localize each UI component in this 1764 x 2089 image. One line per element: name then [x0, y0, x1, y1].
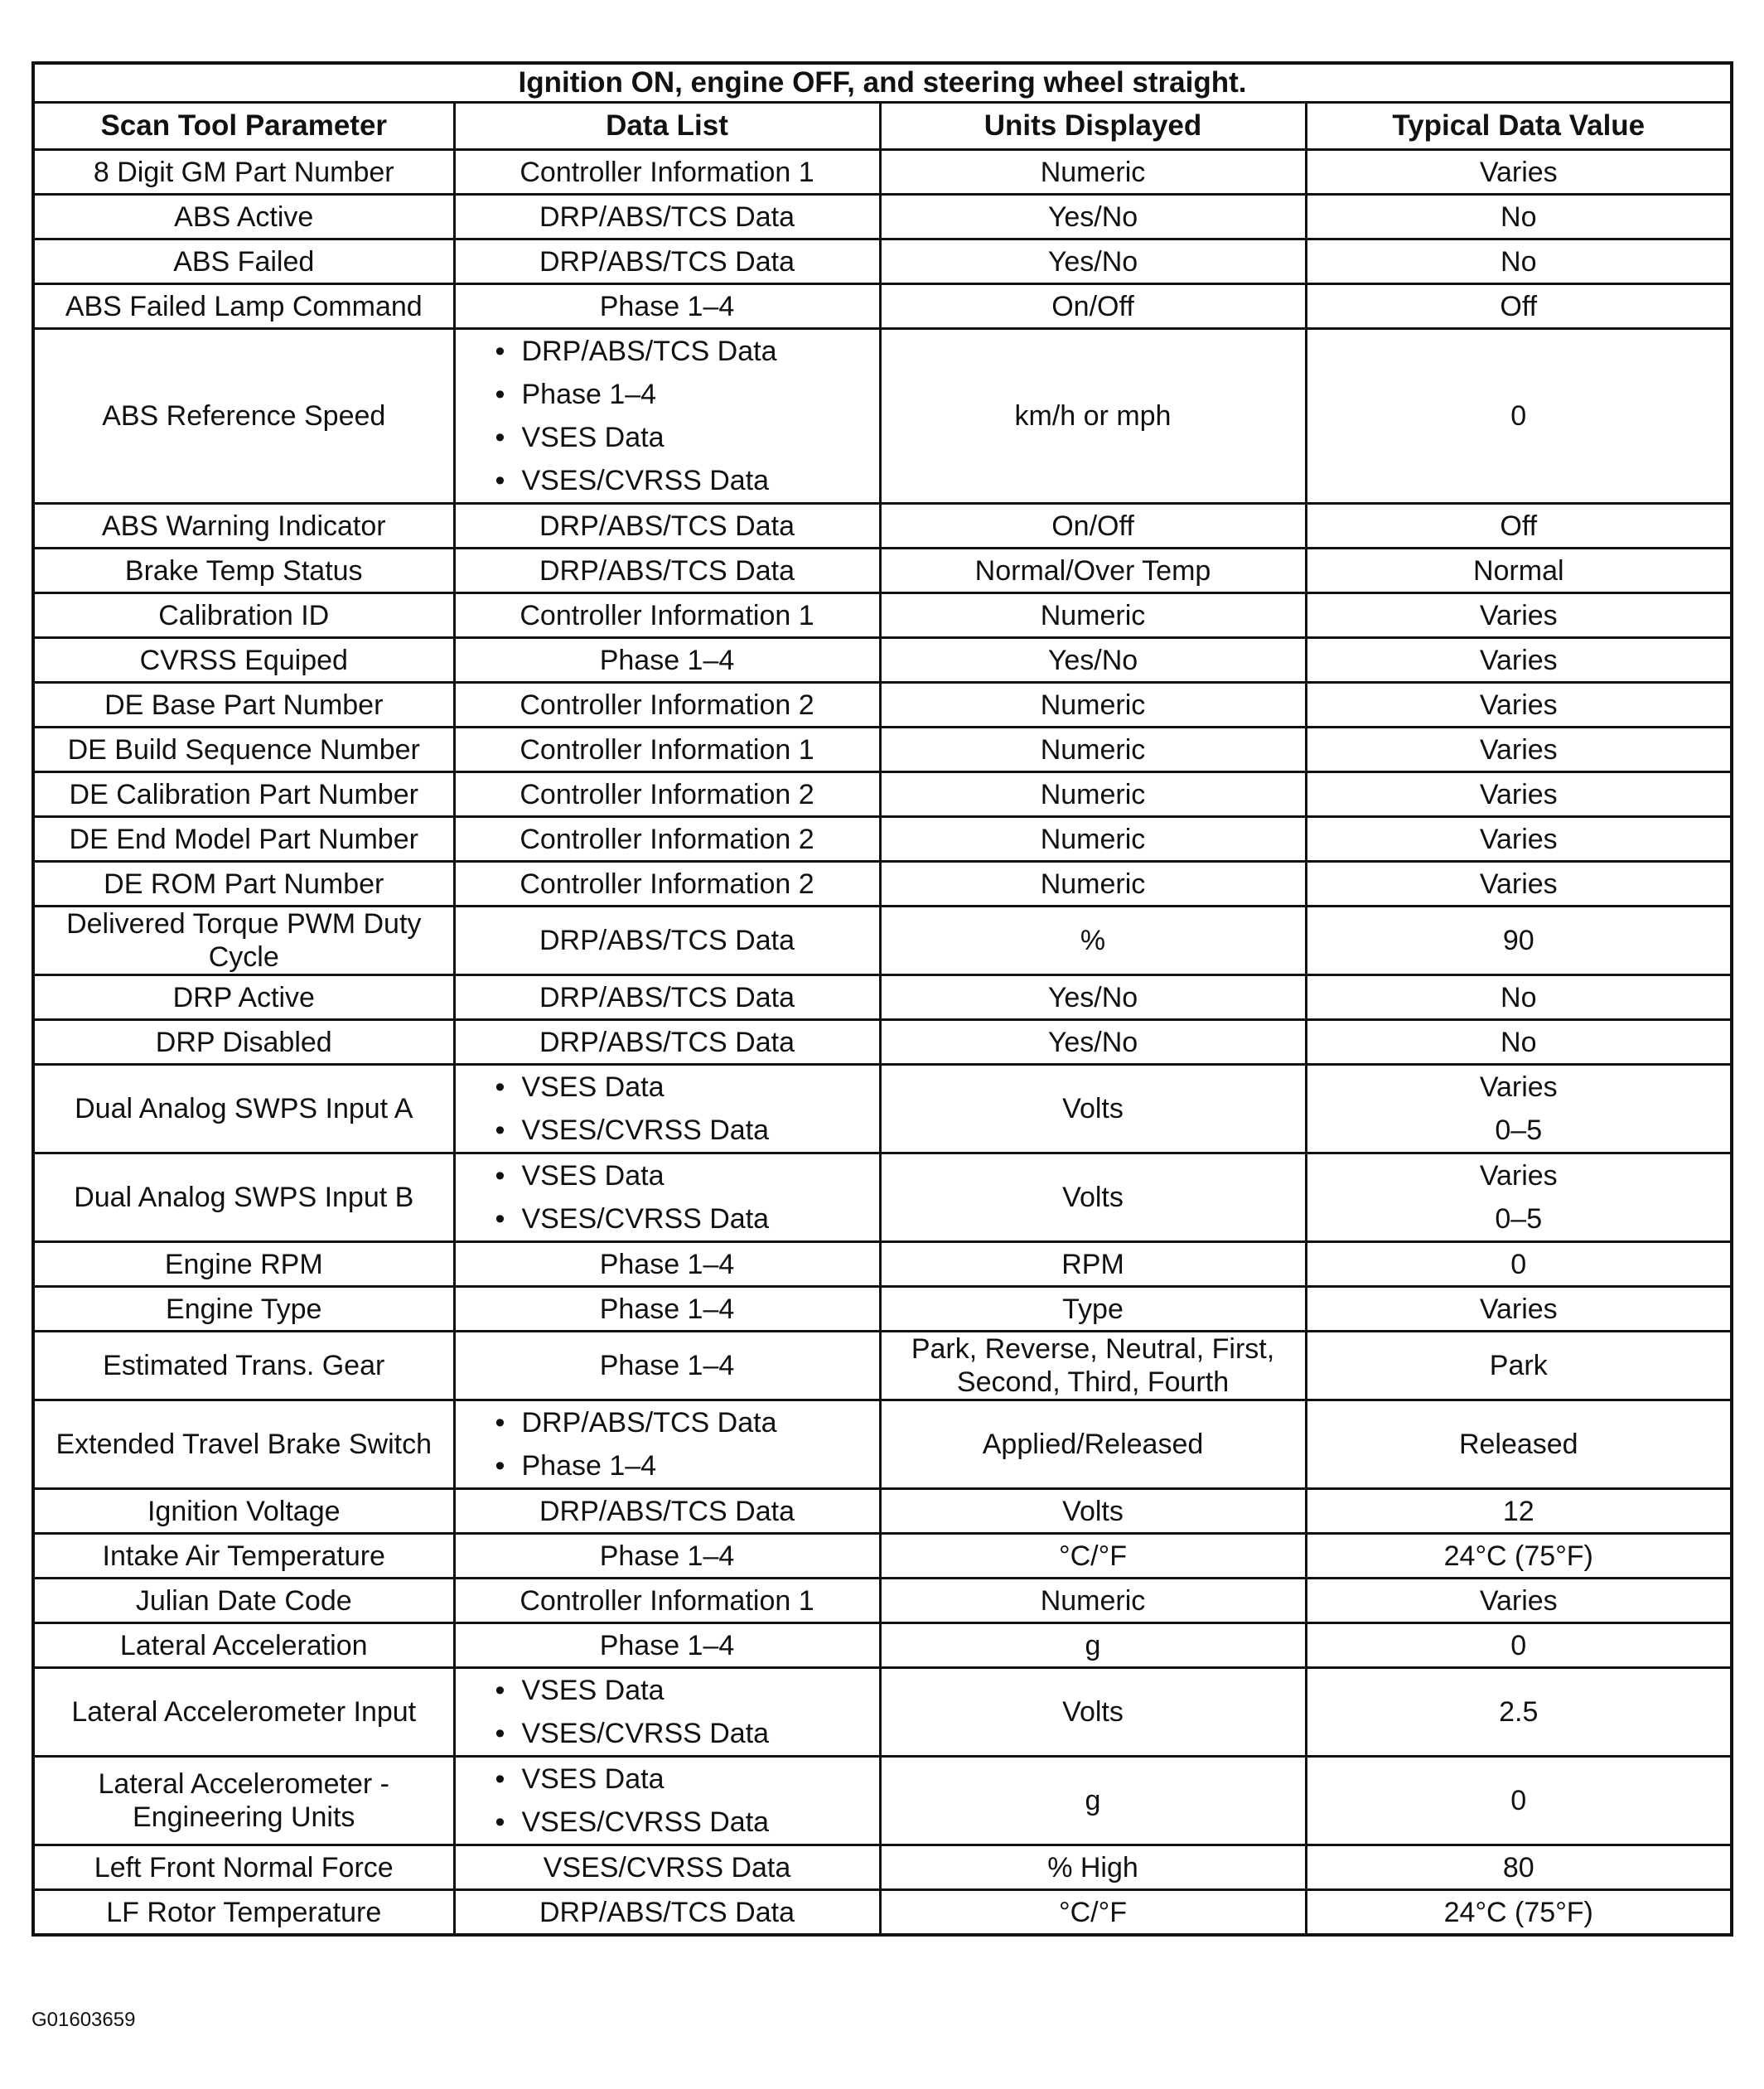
cell-parameter: DE Calibration Part Number: [33, 772, 454, 817]
table-row: [33, 638, 1732, 683]
cell-parameter: DE Build Sequence Number: [33, 728, 454, 772]
cell-parameter: Left Front Normal Force: [33, 1845, 454, 1890]
cell-typical-value: Varies: [1306, 683, 1732, 728]
table-row: [33, 549, 1732, 593]
cell-data-list: Controller Information 2: [454, 817, 880, 862]
cell-parameter: 8 Digit GM Part Number: [33, 150, 454, 195]
cell-data-list: [454, 1757, 880, 1845]
header-row: [33, 103, 1732, 150]
cell-units: Numeric: [880, 772, 1306, 817]
table-row: [33, 195, 1732, 239]
cell-units: Yes/No: [880, 638, 1306, 683]
column-header-value: Typical Data Value: [1306, 103, 1732, 150]
scan-tool-data-table: [31, 61, 1733, 1937]
table-row: [33, 817, 1732, 862]
column-header-data-list: Data List: [454, 103, 880, 150]
cell-units: Volts: [880, 1153, 1306, 1242]
cell-data-list: Phase 1–4: [454, 1242, 880, 1287]
table-row: [33, 239, 1732, 284]
cell-data-list: Phase 1–4: [454, 1287, 880, 1332]
cell-units: km/h or mph: [880, 329, 1306, 504]
cell-units: Park, Reverse, Neutral, First, Second, Third, Fourth: [880, 1332, 1306, 1400]
cell-units: °C/°F: [880, 1890, 1306, 1936]
cell-data-list: Phase 1–4: [454, 284, 880, 329]
data-list-item: • VSES Data: [495, 1669, 874, 1712]
cell-parameter: Lateral Accelerometer Input: [33, 1668, 454, 1757]
cell-parameter: DE End Model Part Number: [33, 817, 454, 862]
cell-parameter: Engine RPM: [33, 1242, 454, 1287]
cell-units: Yes/No: [880, 195, 1306, 239]
cell-parameter: Intake Air Temperature: [33, 1534, 454, 1579]
cell-parameter: Julian Date Code: [33, 1579, 454, 1623]
data-list-item: • Phase 1–4: [495, 1444, 874, 1487]
data-list-bullets: [461, 1669, 874, 1755]
table-row: [33, 1668, 1732, 1757]
cell-typical-value: Normal: [1306, 549, 1732, 593]
cell-data-list: Phase 1–4: [454, 1534, 880, 1579]
cell-typical-value: Varies: [1306, 817, 1732, 862]
cell-typical-value: Varies: [1306, 1579, 1732, 1623]
cell-parameter: Dual Analog SWPS Input B: [33, 1153, 454, 1242]
data-list-item: • VSES Data: [495, 1066, 874, 1109]
cell-typical-value: 24°C (75°F): [1306, 1534, 1732, 1579]
cell-data-list: Controller Information 1: [454, 150, 880, 195]
cell-parameter: ABS Reference Speed: [33, 329, 454, 504]
table-row: [33, 329, 1732, 504]
cell-data-list: Controller Information 2: [454, 862, 880, 907]
table-row: [33, 728, 1732, 772]
cell-parameter: Delivered Torque PWM Duty Cycle: [33, 907, 454, 975]
cell-typical-value: No: [1306, 195, 1732, 239]
cell-units: %: [880, 907, 1306, 975]
table-condition: Ignition ON, engine OFF, and steering wheel straight.: [33, 63, 1732, 103]
cell-parameter: LF Rotor Temperature: [33, 1890, 454, 1936]
cell-units: Volts: [880, 1668, 1306, 1757]
table-row: [33, 1332, 1732, 1400]
table-row: [33, 1242, 1732, 1287]
cell-units: Yes/No: [880, 1020, 1306, 1065]
data-list-bullets: [461, 1066, 874, 1152]
cell-parameter: Ignition Voltage: [33, 1489, 454, 1534]
cell-parameter: DE Base Part Number: [33, 683, 454, 728]
cell-parameter: ABS Warning Indicator: [33, 504, 454, 549]
cell-parameter: ABS Active: [33, 195, 454, 239]
cell-typical-value: No: [1306, 239, 1732, 284]
cell-typical-value: Varies: [1306, 638, 1732, 683]
cell-parameter: Calibration ID: [33, 593, 454, 638]
cell-parameter: CVRSS Equiped: [33, 638, 454, 683]
cell-units: Numeric: [880, 150, 1306, 195]
cell-parameter: Estimated Trans. Gear: [33, 1332, 454, 1400]
table-row: [33, 907, 1732, 975]
cell-units: Numeric: [880, 817, 1306, 862]
cell-units: g: [880, 1623, 1306, 1668]
cell-units: Numeric: [880, 728, 1306, 772]
cell-data-list: DRP/ABS/TCS Data: [454, 1489, 880, 1534]
cell-data-list: DRP/ABS/TCS Data: [454, 195, 880, 239]
cell-units: °C/°F: [880, 1534, 1306, 1579]
cell-parameter: Lateral Accelerometer - Engineering Units: [33, 1757, 454, 1845]
table-body: [33, 150, 1732, 1936]
cell-data-list: Phase 1–4: [454, 638, 880, 683]
data-list-item: • VSES Data: [495, 416, 874, 459]
cell-data-list: [454, 1668, 880, 1757]
cell-parameter: Lateral Acceleration: [33, 1623, 454, 1668]
cell-data-list: Phase 1–4: [454, 1332, 880, 1400]
data-list-bullets: [461, 1758, 874, 1844]
cell-data-list: DRP/ABS/TCS Data: [454, 549, 880, 593]
cell-typical-value: Varies: [1306, 728, 1732, 772]
data-list-bullets: [461, 1401, 874, 1487]
cell-data-list: [454, 329, 880, 504]
cell-data-list: Controller Information 1: [454, 593, 880, 638]
data-list-bullets: [461, 1154, 874, 1240]
cell-data-list: Phase 1–4: [454, 1623, 880, 1668]
table-row: [33, 593, 1732, 638]
cell-typical-value: Varies: [1306, 150, 1732, 195]
cell-units: Numeric: [880, 1579, 1306, 1623]
cell-typical-value: 24°C (75°F): [1306, 1890, 1732, 1936]
table-row: [33, 1890, 1732, 1936]
data-list-item: • VSES Data: [495, 1758, 874, 1801]
cell-units: Volts: [880, 1065, 1306, 1153]
data-list-item: • DRP/ABS/TCS Data: [495, 330, 874, 373]
typical-value-line: Varies: [1479, 1071, 1558, 1103]
cell-units: Normal/Over Temp: [880, 549, 1306, 593]
cell-data-list: Controller Information 1: [454, 1579, 880, 1623]
data-list-item: • VSES/CVRSS Data: [495, 459, 874, 502]
cell-data-list: Controller Information 2: [454, 772, 880, 817]
data-list-item: • Phase 1–4: [495, 373, 874, 416]
table-row: [33, 1845, 1732, 1890]
cell-data-list: DRP/ABS/TCS Data: [454, 1890, 880, 1936]
table-row: [33, 150, 1732, 195]
data-list-bullets: [461, 330, 874, 502]
data-list-item: • VSES/CVRSS Data: [495, 1712, 874, 1755]
table-row: [33, 975, 1732, 1020]
cell-data-list: [454, 1153, 880, 1242]
cell-data-list: [454, 1400, 880, 1489]
condition-row: [33, 63, 1732, 103]
cell-typical-value: 80: [1306, 1845, 1732, 1890]
cell-data-list: DRP/ABS/TCS Data: [454, 907, 880, 975]
cell-typical-value: No: [1306, 1020, 1732, 1065]
cell-units: On/Off: [880, 504, 1306, 549]
table-row: [33, 1489, 1732, 1534]
cell-typical-value: 0: [1306, 1623, 1732, 1668]
cell-typical-value: 12: [1306, 1489, 1732, 1534]
column-header-parameter: Scan Tool Parameter: [33, 103, 454, 150]
cell-typical-value: Varies: [1306, 772, 1732, 817]
cell-units: Yes/No: [880, 975, 1306, 1020]
cell-units: Applied/Released: [880, 1400, 1306, 1489]
cell-parameter: Extended Travel Brake Switch: [33, 1400, 454, 1489]
cell-parameter: ABS Failed: [33, 239, 454, 284]
cell-typical-value: Park: [1306, 1332, 1732, 1400]
table-row: [33, 1534, 1732, 1579]
cell-data-list: DRP/ABS/TCS Data: [454, 504, 880, 549]
column-header-units: Units Displayed: [880, 103, 1306, 150]
table-row: [33, 1020, 1732, 1065]
data-list-item: • VSES/CVRSS Data: [495, 1197, 874, 1240]
cell-typical-value: Varies: [1306, 1287, 1732, 1332]
typical-value-line: Varies: [1479, 1160, 1558, 1192]
data-list-item: • VSES/CVRSS Data: [495, 1109, 874, 1152]
cell-parameter: Dual Analog SWPS Input A: [33, 1065, 454, 1153]
cell-parameter: DRP Disabled: [33, 1020, 454, 1065]
cell-units: % High: [880, 1845, 1306, 1890]
cell-typical-value: 2.5: [1306, 1668, 1732, 1757]
cell-units: g: [880, 1757, 1306, 1845]
cell-typical-value: [1306, 1065, 1732, 1153]
cell-units: Type: [880, 1287, 1306, 1332]
table-row: [33, 1153, 1732, 1242]
cell-data-list: Controller Information 1: [454, 728, 880, 772]
cell-typical-value: 0: [1306, 1242, 1732, 1287]
cell-data-list: DRP/ABS/TCS Data: [454, 239, 880, 284]
table-row: [33, 1757, 1732, 1845]
cell-parameter: DRP Active: [33, 975, 454, 1020]
cell-data-list: Controller Information 2: [454, 683, 880, 728]
typical-value-line: 0–5: [1495, 1203, 1543, 1235]
cell-data-list: DRP/ABS/TCS Data: [454, 1020, 880, 1065]
table-row: [33, 1287, 1732, 1332]
cell-units: RPM: [880, 1242, 1306, 1287]
cell-parameter: Engine Type: [33, 1287, 454, 1332]
cell-typical-value: Varies: [1306, 862, 1732, 907]
table-row: [33, 504, 1732, 549]
table-row: [33, 1623, 1732, 1668]
cell-data-list: DRP/ABS/TCS Data: [454, 975, 880, 1020]
cell-units: Yes/No: [880, 239, 1306, 284]
data-list-item: • VSES Data: [495, 1154, 874, 1197]
cell-typical-value: No: [1306, 975, 1732, 1020]
cell-units: On/Off: [880, 284, 1306, 329]
table-row: [33, 683, 1732, 728]
cell-typical-value: 0: [1306, 1757, 1732, 1845]
cell-typical-value: 0: [1306, 329, 1732, 504]
cell-typical-value: Off: [1306, 284, 1732, 329]
cell-data-list: [454, 1065, 880, 1153]
cell-typical-value: Varies: [1306, 593, 1732, 638]
cell-parameter: Brake Temp Status: [33, 549, 454, 593]
figure-id: G01603659: [31, 2009, 136, 2031]
table-row: [33, 772, 1732, 817]
table-row: [33, 862, 1732, 907]
cell-parameter: ABS Failed Lamp Command: [33, 284, 454, 329]
table-row: [33, 1065, 1732, 1153]
cell-data-list: VSES/CVRSS Data: [454, 1845, 880, 1890]
data-list-item: • DRP/ABS/TCS Data: [495, 1401, 874, 1444]
cell-typical-value: 90: [1306, 907, 1732, 975]
cell-typical-value: Off: [1306, 504, 1732, 549]
cell-units: Numeric: [880, 683, 1306, 728]
data-list-item: • VSES/CVRSS Data: [495, 1801, 874, 1844]
cell-units: Numeric: [880, 593, 1306, 638]
table-row: [33, 1579, 1732, 1623]
typical-value-line: 0–5: [1495, 1115, 1543, 1146]
table-row: [33, 284, 1732, 329]
cell-parameter: DE ROM Part Number: [33, 862, 454, 907]
cell-typical-value: [1306, 1153, 1732, 1242]
table-row: [33, 1400, 1732, 1489]
cell-units: Volts: [880, 1489, 1306, 1534]
cell-typical-value: Released: [1306, 1400, 1732, 1489]
cell-units: Numeric: [880, 862, 1306, 907]
